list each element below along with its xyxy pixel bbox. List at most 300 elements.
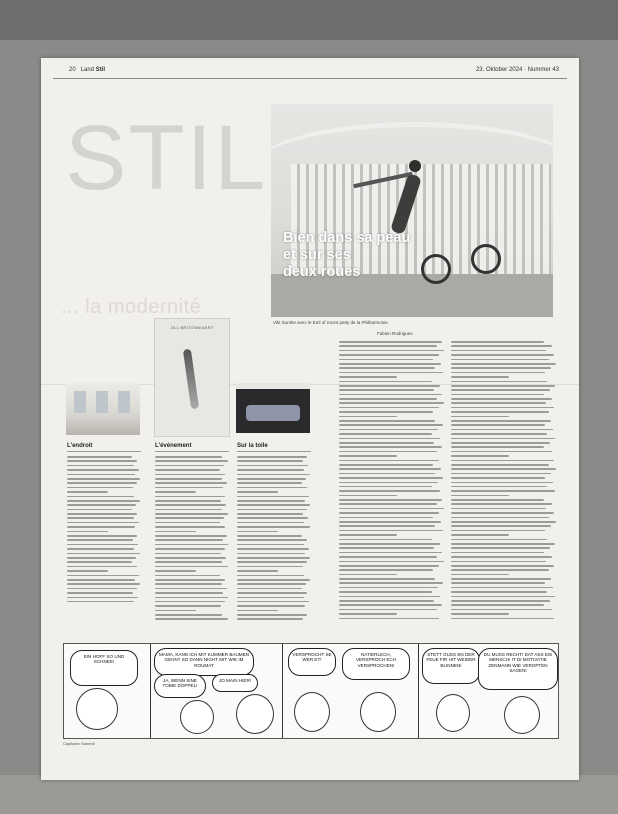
column-heading-toile: Sur la toile [237,443,268,449]
text-line [155,460,228,462]
text-line [339,578,435,580]
text-line [237,592,307,594]
text-line [155,509,222,511]
text-line [451,345,552,347]
text-line [451,543,555,545]
text-line [67,548,134,550]
text-line [237,618,303,620]
text-line [339,556,437,558]
text-line [451,468,556,470]
text-line [339,591,432,593]
brand-name: Land [80,67,95,73]
text-line [67,553,140,555]
web-screenshot [236,383,310,433]
text-line [237,500,305,502]
text-line [339,534,397,536]
text-line [155,610,196,612]
text-line [339,525,435,527]
text-line [237,509,307,511]
comic-panel-4 [418,644,558,738]
web-title-strip [236,383,310,389]
column-rule [155,451,229,452]
text-line [339,604,442,606]
text-line [237,597,304,599]
text-line [451,451,552,453]
text-line [339,565,439,567]
text-line [339,350,444,352]
text-line [237,491,278,493]
text-line [339,416,397,418]
text-line [339,503,437,505]
text-line [155,570,196,572]
article-column-1 [339,341,445,622]
text-line [237,535,302,537]
text-line [67,517,134,519]
text-line [237,474,310,476]
text-line [451,582,545,584]
text-line [451,495,509,497]
text-line [451,490,555,492]
text-line [155,614,222,616]
text-line [339,398,437,400]
text-line [237,531,278,533]
text-line [451,363,556,365]
text-line [339,530,443,532]
text-line [339,407,439,409]
text-line [339,587,438,589]
text-line [339,411,433,413]
column-rule [67,451,141,452]
text-line [339,512,439,514]
text-line [67,531,108,533]
column-rule [237,451,311,452]
text-line [237,588,302,590]
text-line [451,569,549,571]
comic-character [436,694,470,732]
rider-head [409,160,421,172]
text-line [339,569,433,571]
text-line [339,543,440,545]
text-line [451,525,551,527]
text-column-toile [237,456,311,623]
text-line [339,521,441,523]
text-line [339,495,397,497]
text-line [155,618,228,620]
text-line [339,464,433,466]
text-line [451,578,551,580]
text-line [339,460,439,462]
window [96,391,108,413]
text-line [237,482,302,484]
text-line [451,411,549,413]
text-line [67,583,140,585]
text-line [339,574,397,576]
text-line [451,547,550,549]
headline-line-3: deux roues [283,264,361,280]
comic-panel-2 [150,644,283,738]
text-line [155,579,225,581]
text-line [237,478,306,480]
text-line [339,539,432,541]
text-line [67,482,137,484]
text-line [339,596,440,598]
event-poster [154,318,230,437]
text-line [339,613,397,615]
text-line [339,517,433,519]
text-line [451,398,552,400]
text-line [155,469,220,471]
article-byline: Fabien Rodrigues [377,331,413,336]
text-line [237,561,307,563]
text-line [237,539,307,541]
text-line [155,487,223,489]
text-line [451,591,547,593]
text-line [67,478,140,480]
text-line [67,496,134,498]
text-line [237,570,278,572]
comic-speech-1: EIN HOFF SO UND SCHNEE! [70,650,138,686]
comic-speech-2a: MAMA, KANN ICH MIT KUMMER BAUMEN GEHN? SO DANN NIGHT MIT WIE IM ROUMAT [154,648,254,676]
comic-speech-2b: JA, WENN SINE TOBIE DOPPEL! [154,674,206,698]
text-line [451,530,545,532]
text-line [451,407,554,409]
text-line [155,592,223,594]
text-line [339,372,443,374]
feature-headline [283,230,410,281]
comic-character [236,694,274,734]
text-line [155,597,228,599]
text-line [237,566,303,568]
headline-line-2: et sur ses [283,247,351,263]
text-line [67,456,132,458]
page-header-left [69,67,105,73]
text-line [451,604,544,606]
text-line [155,605,221,607]
text-line [451,354,554,356]
text-line [339,547,434,549]
text-line [451,433,547,435]
text-line [451,420,551,422]
page-date: 23. Oktober 2024 · Nummer 43 [475,67,559,73]
text-line [67,570,108,572]
comic-speech-4b: DU MUSS RECHT! DAT ASS EIS MENSCH! IT DI MOTIVATIE ZENMANN WIE VEROPTEN SAGEN! [478,648,558,690]
text-line [237,544,304,546]
text-line [339,442,434,444]
text-line [155,544,228,546]
background-top [0,0,618,40]
text-line [67,465,134,467]
text-column-evenement [155,456,229,623]
ghost-text: ... la modernité [61,296,202,318]
text-column-endroit [67,456,141,605]
text-line [451,482,553,484]
text-line [451,460,554,462]
text-line [451,359,549,361]
comic-character [504,696,540,734]
text-line [67,509,132,511]
text-line [339,486,432,488]
text-line [339,468,441,470]
text-line [451,600,550,602]
text-line [155,583,222,585]
text-line [155,526,225,528]
text-line [339,345,437,347]
text-line [155,465,224,467]
text-line [155,517,224,519]
text-line [451,442,550,444]
text-line [339,402,444,404]
text-line [67,500,140,502]
text-line [339,438,440,440]
window [74,391,86,413]
text-line [339,561,444,563]
text-line [339,385,440,387]
bike-wheel-front [421,254,451,284]
text-line [67,597,138,599]
text-line [67,513,137,515]
text-line [451,341,544,343]
text-line [339,433,432,435]
text-line [451,477,545,479]
section-title: STIL [65,107,268,209]
text-line [339,394,442,396]
text-line [67,526,135,528]
text-line [237,605,305,607]
text-line [451,350,546,352]
text-line [237,504,310,506]
text-line [451,438,555,440]
text-line [451,372,545,374]
text-line [155,539,223,541]
text-line [237,513,303,515]
text-line [339,367,435,369]
text-line [237,557,310,559]
text-line [67,588,137,590]
text-line [339,508,444,510]
text-line [67,561,132,563]
text-line [67,557,136,559]
text-line [339,490,440,492]
text-line [339,477,443,479]
text-line [339,341,442,343]
text-line [339,552,442,554]
text-line [451,376,509,378]
text-line [451,394,544,396]
text-line [339,499,442,501]
text-line [339,354,439,356]
text-line [339,363,441,365]
text-line [339,582,443,584]
text-line [451,539,547,541]
text-line [237,465,308,467]
text-line [237,526,310,528]
text-line [339,359,433,361]
text-line [155,557,226,559]
venue-photo [66,383,140,435]
text-line [451,367,551,369]
text-line [155,500,221,502]
brand-section: Stil [95,67,106,73]
text-line [237,579,310,581]
article-column-2 [451,341,557,622]
text-line [339,473,435,475]
comic-speech-4a: STETT OUSS EN DER FEUE FIR HIT WEIDER BLINNEN! [422,648,480,684]
text-line [237,460,303,462]
text-line [155,535,227,537]
text-line [237,583,306,585]
text-line [155,504,226,506]
text-line [451,473,551,475]
text-line [237,496,309,498]
text-line [237,517,308,519]
text-line [67,575,139,577]
text-line [451,534,509,536]
text-line [451,508,546,510]
text-line [339,376,397,378]
text-line [155,588,227,590]
text-line [155,491,196,493]
column-heading-endroit: L'endroit [67,443,93,449]
text-line [67,539,133,541]
text-line [155,561,222,563]
text-line [237,456,307,458]
text-line [339,381,432,383]
text-line [451,389,550,391]
text-line [339,451,437,453]
text-line [67,469,139,471]
text-line [451,385,555,387]
text-line [451,618,554,620]
text-line [451,402,546,404]
text-line [67,491,108,493]
text-line [67,522,139,524]
text-line [155,478,222,480]
text-line [67,544,138,546]
header-rule [53,78,567,79]
text-line [67,487,133,489]
poster-label: JILL BRITONNIAERT [170,325,214,330]
text-line [67,474,135,476]
newspaper-page [41,58,579,780]
comic-strip [63,643,559,739]
poster-sculpture [183,349,199,410]
text-line [237,610,278,612]
text-line [451,424,545,426]
text-line [155,474,225,476]
text-line [67,460,137,462]
text-line [155,548,225,550]
text-line [451,381,547,383]
comic-panel-3 [282,644,419,738]
text-line [451,613,509,615]
text-line [67,592,133,594]
text-line [339,600,434,602]
web-image [246,405,300,421]
text-line [339,482,438,484]
comic-character [76,688,118,730]
text-line [155,566,228,568]
text-line [155,482,227,484]
text-line [451,464,549,466]
column-heading-evenement: L'événement [155,443,192,449]
text-line [451,565,554,567]
text-line [451,574,509,576]
text-line [451,609,552,611]
text-line [67,579,135,581]
window [118,391,130,413]
text-line [451,499,544,501]
text-line [451,446,544,448]
text-line [155,531,196,533]
text-line [451,517,549,519]
text-line [451,596,555,598]
text-line [451,486,547,488]
text-line [67,504,136,506]
text-line [67,601,134,603]
comic-credit: Capitaine Samedi [63,741,95,746]
headline-line-1: Bien dans sa peau [283,230,411,246]
text-line [451,503,552,505]
page-number: 20 [69,67,76,73]
text-line [155,513,228,515]
text-line [451,429,553,431]
text-line [451,455,509,457]
text-line [451,512,554,514]
text-line [155,522,220,524]
text-line [339,389,434,391]
text-line [339,609,437,611]
text-line [67,535,137,537]
feature-photo [271,104,553,317]
text-line [155,553,221,555]
comic-character [294,692,330,732]
comic-character [180,700,214,734]
comic-speech-3b: NATIERLECH, VERSPROCH ECH VERSPROCHEN! [342,648,410,680]
text-line [237,614,307,616]
background-floor [0,775,618,814]
comic-speech-3a: VERSPROCHT SE WER ET! [288,648,336,676]
text-line [237,601,309,603]
text-line [339,455,397,457]
text-line [339,446,442,448]
text-line [451,556,552,558]
text-line [237,548,309,550]
text-line [451,561,546,563]
text-line [339,420,435,422]
text-line [67,566,137,568]
bike-wheel-back [471,244,501,274]
text-line [155,456,222,458]
text-line [339,424,443,426]
photo-caption: Vikt Sunthe avec le Eml of rmont petty de la Philharmonie [273,320,388,325]
text-line [339,429,438,431]
text-line [339,618,439,620]
text-line [451,521,556,523]
comic-character [360,692,396,732]
text-line [451,552,544,554]
comic-panel-1 [64,644,151,738]
text-line [237,575,304,577]
text-line [451,416,509,418]
comic-speech-2c: JO MAIN HIER! [212,674,258,692]
text-line [237,522,304,524]
text-line [237,487,307,489]
text-line [451,587,553,589]
text-line [237,553,305,555]
text-line [237,469,304,471]
text-line [155,575,220,577]
text-line [155,496,225,498]
